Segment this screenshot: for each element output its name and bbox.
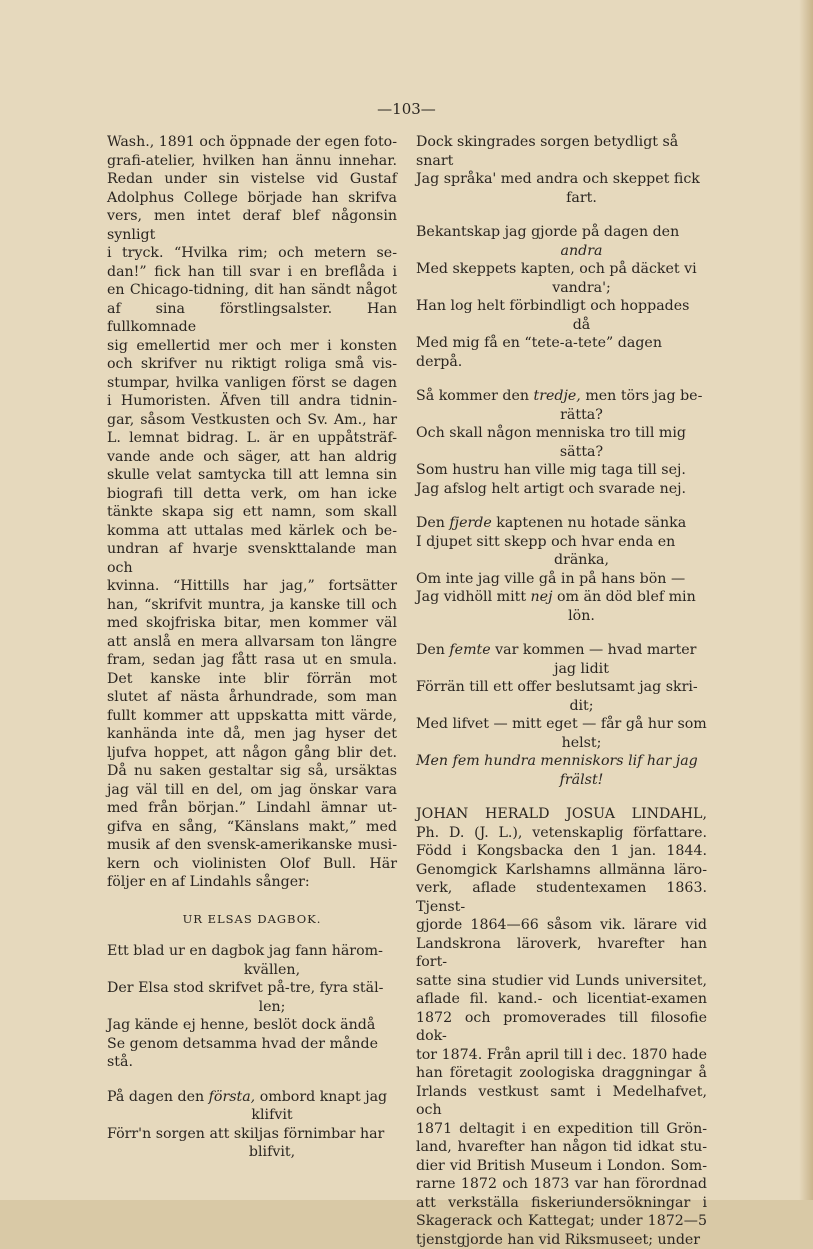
verse-continuation: lön.	[416, 607, 707, 626]
text-line: JOHAN HERALD JOSUA LINDAHL,	[416, 805, 707, 824]
poem-verse	[416, 480, 707, 499]
verse-italic: andra	[561, 243, 603, 259]
text-line: biografi till detta verk, om han icke	[107, 485, 397, 504]
verse-segment: kaptenen nu hotade sänka	[492, 515, 686, 531]
text-line: kanhända inte då, men jag hyser det	[107, 725, 397, 744]
poem-stanza	[416, 223, 707, 371]
poem-verse	[416, 424, 707, 461]
verse-main: Jag afslog helt artigt och svarade nej.	[416, 481, 686, 497]
verse-continuation	[416, 242, 707, 261]
verse-segment: ombord knapt jag	[255, 1089, 387, 1105]
verse-main: Som hustru han ville mig taga till sej.	[416, 462, 686, 478]
text-line: vande ande och säger, att han aldrig	[107, 448, 397, 467]
text-line: Adolphus College började han skrifva	[107, 189, 397, 208]
text-line: att anslå en mera allvarsam ton längre	[107, 633, 397, 652]
verse-segment: men törs jag be-	[581, 388, 703, 404]
text-line: Genomgick Karlshamns allmänna läro-	[416, 861, 707, 880]
verse-main: Om inte jag ville gå in på hans bön —	[416, 571, 685, 587]
text-line: en Chicago-tidning, dit han sändt något	[107, 281, 397, 300]
text-line: Redan under sin vistelse vid Gustaf	[107, 170, 397, 189]
page-edge-shadow	[799, 0, 813, 1200]
text-line: och skrifver nu riktigt roliga små vis-	[107, 355, 397, 374]
poem-verse	[416, 334, 707, 371]
poem-verse	[107, 1035, 397, 1072]
text-line: dan!” fick han till svar i en breflåda i	[107, 263, 397, 282]
right-poem	[416, 133, 707, 789]
text-line: Wash., 1891 och öppnade der egen foto-	[107, 133, 397, 152]
poem-verse	[416, 588, 707, 625]
poem-verse	[107, 1125, 397, 1162]
poem-stanza	[416, 641, 707, 789]
verse-main	[416, 515, 686, 531]
poem-verse	[416, 461, 707, 480]
poem-verse	[416, 641, 707, 678]
text-line: i tryck. “Hvilka rim; och metern se-	[107, 244, 397, 263]
verse-segment: Så kommer den	[416, 388, 534, 404]
text-line: i Humoristen. Äfven till andra tidnin-	[107, 392, 397, 411]
verse-main	[416, 589, 696, 605]
verse-italic: frälst!	[560, 772, 604, 788]
biography-entry	[416, 805, 707, 1249]
poem-verse	[416, 715, 707, 752]
poem-stanza	[416, 514, 707, 625]
page-number: —103—	[0, 100, 813, 118]
poem-verse	[107, 942, 397, 979]
text-line: tänkte skapa sig ett namn, som skall	[107, 503, 397, 522]
text-line: dier vid British Museum i London. Som-	[416, 1157, 707, 1176]
poem-stanza	[416, 387, 707, 498]
text-line: Irlands vestkust samt i Medelhafvet, och	[416, 1083, 707, 1120]
text-line: 1871 deltagit i en expedition till Grön-	[416, 1120, 707, 1139]
poem-verse	[107, 1088, 397, 1125]
text-line: skulle velat samtycka till att lemna sin	[107, 466, 397, 485]
verse-main: Han log helt förbindligt och hoppades	[416, 298, 689, 314]
poem-verse	[416, 223, 707, 260]
text-line: rarne 1872 och 1873 var han förordnad	[416, 1175, 707, 1194]
verse-italic: fjerde	[449, 515, 491, 531]
verse-segment: Jag vidhöll mitt	[416, 589, 531, 605]
text-line: L. lemnat bidrag. L. är en uppåtsträf-	[107, 429, 397, 448]
text-line: Skagerack och Kattegat; under 1872—5	[416, 1212, 707, 1231]
poem-stanza	[416, 133, 707, 207]
poem-verse	[107, 1016, 397, 1035]
verse-italic: femte	[449, 642, 490, 658]
text-line: slutet af nästa århundrade, som man	[107, 688, 397, 707]
text-line: aflade fil. kand.- och licentiat-examen	[416, 990, 707, 1009]
verse-main: Med skeppets kapten, och på däcket vi	[416, 261, 697, 277]
verse-italic: Men fem hundra menniskors lif har jag	[416, 753, 698, 769]
poem-verse	[416, 570, 707, 589]
text-line: Då nu saken gestaltar sig så, ursäktas	[107, 762, 397, 781]
verse-main: Se genom detsamma hvad der månde stå.	[107, 1036, 378, 1071]
text-line: satte sina studier vid Lunds universitet,	[416, 972, 707, 991]
right-column	[416, 133, 707, 1249]
text-line: Född i Kongsbacka den 1 jan. 1844.	[416, 842, 707, 861]
verse-main: Med mig få en “tete-a-tete” dagen derpå.	[416, 335, 662, 370]
verse-continuation: klifvit	[107, 1106, 397, 1125]
poem-verse	[416, 297, 707, 334]
verse-segment: var kommen — hvad marter	[491, 642, 697, 658]
text-line: med från början.” Lindahl ämnar ut-	[107, 799, 397, 818]
verse-continuation: vandra';	[416, 279, 707, 298]
poem-verse	[416, 678, 707, 715]
poem-verse	[416, 133, 707, 170]
verse-main: Der Elsa stod skrifvet på-tre, fyra stäl-	[107, 980, 383, 996]
text-line: fullt kommer att uppskatta mitt värde,	[107, 707, 397, 726]
text-line: stumpar, hvilka vanligen först se dagen	[107, 374, 397, 393]
text-line: af sina förstlingsalster. Han fullkomnade	[107, 300, 397, 337]
text-line: musik af den svensk-amerikanske musi-	[107, 836, 397, 855]
poem-verse	[416, 387, 707, 424]
text-line: vers, men intet deraf blef någonsin synligt	[107, 207, 397, 244]
poem-verse	[416, 260, 707, 297]
text-line: tor 1874. Från april till i dec. 1870 hade	[416, 1046, 707, 1065]
verse-continuation: kvällen,	[107, 961, 397, 980]
text-line: komma att uttalas med kärlek och be-	[107, 522, 397, 541]
text-line: Landskrona läroverk, hvarefter han fort-	[416, 935, 707, 972]
text-line: med skojfriska bitar, men kommer väl	[107, 614, 397, 633]
poem-verse	[416, 533, 707, 570]
verse-main: Ett blad ur en dagbok jag fann härom-	[107, 943, 383, 959]
text-line: 1872 och promoverades till filosofie dok-	[416, 1009, 707, 1046]
verse-main: Förrän till ett offer beslutsamt jag skri-	[416, 679, 698, 695]
verse-main: Jag kände ej henne, beslöt dock ändå	[107, 1017, 375, 1033]
verse-continuation: dränka,	[416, 551, 707, 570]
verse-continuation: fart.	[416, 189, 707, 208]
verse-segment: Den	[416, 515, 449, 531]
poem-verse	[416, 752, 707, 789]
text-line: gjorde 1864—66 såsom vik. lärare vid	[416, 916, 707, 935]
verse-segment: Den	[416, 642, 449, 658]
verse-main	[416, 388, 702, 404]
text-line: tjenstgjorde han vid Riksmuseet; under	[416, 1231, 707, 1249]
text-line: jag väl till en del, om jag önskar vara	[107, 781, 397, 800]
left-poem	[107, 942, 397, 1162]
text-line: grafi-atelier, hvilken han ännu innehar.	[107, 152, 397, 171]
verse-main: Förr'n sorgen att skiljas förnimbar har	[107, 1126, 384, 1142]
verse-main: Dock skingrades sorgen betydligt så snart	[416, 134, 678, 169]
text-line: gar, såsom Vestkusten och Sv. Am., har	[107, 411, 397, 430]
verse-continuation: jag lidit	[416, 660, 707, 679]
verse-continuation: då	[416, 316, 707, 335]
text-line: ljufva hoppet, att någon gång blir det.	[107, 744, 397, 763]
text-line: land, hvarefter han någon tid idkat stu-	[416, 1138, 707, 1157]
verse-main: Med lifvet — mitt eget — får gå hur som	[416, 716, 707, 732]
text-line: gifva en sång, “Känslans makt,” med	[107, 818, 397, 837]
verse-italic: första,	[209, 1089, 256, 1105]
verse-segment: om än död blef min	[552, 589, 695, 605]
verse-continuation: len;	[107, 998, 397, 1017]
text-line: Det kanske inte blir förrän mot	[107, 670, 397, 689]
poem-stanza	[107, 1088, 397, 1162]
text-line: verk, aflade studentexamen 1863. Tjenst-	[416, 879, 707, 916]
verse-main: Och skall någon menniska tro till mig	[416, 425, 686, 441]
poem-verse	[416, 514, 707, 533]
text-line: fram, sedan jag fått rasa ut en smula.	[107, 651, 397, 670]
text-line: kern och violinisten Olof Bull. Här	[107, 855, 397, 874]
verse-main: Jag språka' med andra och skeppet fick	[416, 171, 700, 187]
verse-continuation: sätta?	[416, 443, 707, 462]
verse-main	[416, 753, 698, 769]
text-line: Ph. D. (J. L.), vetenskaplig författare.	[416, 824, 707, 843]
verse-continuation: rätta?	[416, 406, 707, 425]
verse-continuation: helst;	[416, 734, 707, 753]
verse-italic: nej	[531, 589, 553, 605]
verse-main: I djupet sitt skepp och hvar enda en	[416, 534, 675, 550]
verse-italic: tredje,	[534, 388, 581, 404]
poem-verse	[107, 979, 397, 1016]
text-line: han, “skrifvit muntra, ja kanske till och	[107, 596, 397, 615]
poem-stanza	[107, 942, 397, 1072]
verse-segment: På dagen den	[107, 1089, 209, 1105]
verse-continuation: dit;	[416, 697, 707, 716]
text-line: att verkställa fiskeriundersökningar i	[416, 1194, 707, 1213]
verse-main	[416, 642, 696, 658]
left-prose	[107, 133, 397, 892]
verse-continuation: blifvit,	[107, 1143, 397, 1162]
verse-continuation	[416, 771, 707, 790]
verse-main: Bekantskap jag gjorde på dagen den	[416, 224, 679, 240]
text-line: han företagit zoologiska draggningar å	[416, 1064, 707, 1083]
verse-main	[107, 1089, 387, 1105]
text-line: undran af hvarje svenskttalande man och	[107, 540, 397, 577]
poem-title: UR ELSAS DAGBOK.	[107, 910, 397, 929]
text-line: sig emellertid mer och mer i konsten	[107, 337, 397, 356]
poem-verse	[416, 170, 707, 207]
left-column	[107, 133, 397, 1178]
text-line: följer en af Lindahls sånger:	[107, 873, 397, 892]
text-line: kvinna. “Hittills har jag,” fortsätter	[107, 577, 397, 596]
